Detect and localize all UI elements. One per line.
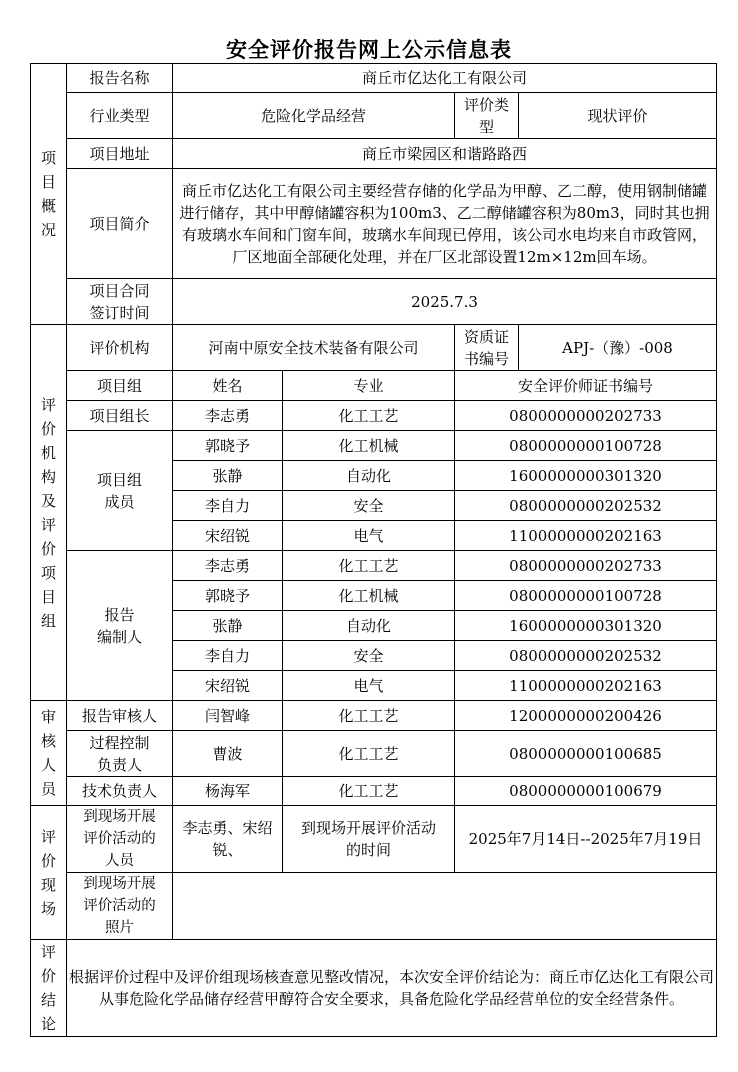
person-major: 自动化 [283,461,455,491]
conclusion-text: 根据评价过程中及评价组现场核查意见整改情况，本次安全评价结论为：商丘市亿达化工有限公司从事危险化学品储存经营甲醇符合安全要求，具备危险化学品经营单位的安全经营条件。 [67,940,717,1037]
address-row [31,139,717,169]
person-cert: 0800000000202733 [455,401,717,431]
header-name: 姓名 [173,371,283,401]
address-label: 项目地址 [67,139,173,169]
person-major: 化工工艺 [283,731,455,777]
agency-label: 评价机构 [67,325,173,371]
industry-value: 危险化学品经营 [173,93,455,139]
reviewer-row [31,701,717,731]
person-name: 宋绍锐 [173,671,283,701]
leader-row [31,401,717,431]
process-label: 过程控制 负责人 [67,731,173,777]
section-overview-label: 项目概况 [31,64,67,325]
person-major: 化工机械 [283,581,455,611]
site-time-label: 到现场开展评价活动 的时间 [283,806,455,873]
members-label: 项目组 成员 [67,431,173,551]
site-photos-row [31,873,717,940]
report-name-label: 报告名称 [67,64,173,93]
person-cert: 0800000000100728 [455,581,717,611]
person-major: 化工机械 [283,431,455,461]
person-name: 曹波 [173,731,283,777]
intro-row [31,169,717,279]
site-time-value: 2025年7月14日--2025年7月19日 [455,806,717,873]
person-name: 杨海军 [173,777,283,806]
header-major: 专业 [283,371,455,401]
reviewer-label: 报告审核人 [67,701,173,731]
header-group: 项目组 [67,371,173,401]
agency-row [31,325,717,371]
report-name-row [31,64,717,93]
person-name: 李自力 [173,491,283,521]
person-cert: 0800000000100728 [455,431,717,461]
person-major: 自动化 [283,611,455,641]
person-cert: 1100000000202163 [455,671,717,701]
site-photos-label: 到现场开展 评价活动的 照片 [67,873,173,940]
info-table [30,63,717,1037]
tech-label: 技术负责人 [67,777,173,806]
section-agency-label: 评价机构及评价项目组 [31,325,67,701]
person-name: 李志勇 [173,551,283,581]
person-major: 电气 [283,671,455,701]
person-name: 郭晓予 [173,431,283,461]
person-cert: 0800000000100679 [455,777,717,806]
address-value: 商丘市梁园区和谐路路西 [173,139,717,169]
person-cert: 1100000000202163 [455,521,717,551]
person-name: 宋绍锐 [173,521,283,551]
person-major: 化工工艺 [283,551,455,581]
person-cert: 0800000000202532 [455,491,717,521]
person-cert: 1600000000301320 [455,611,717,641]
section-site-label: 评价现场 [31,806,67,940]
report-name-value: 商丘市亿达化工有限公司 [173,64,717,93]
authors-label: 报告 编制人 [67,551,173,701]
section-review-label: 审核人员 [31,701,67,806]
site-photos-value [173,873,717,940]
table-row [31,431,717,461]
eval-type-value: 现状评价 [519,93,717,139]
contract-label: 项目合同 签订时间 [67,279,173,325]
site-persons-row [31,806,717,873]
person-major: 电气 [283,521,455,551]
agency-value: 河南中原安全技术装备有限公司 [173,325,455,371]
site-persons-value: 李志勇、宋绍 锐、 [173,806,283,873]
eval-type-label: 评价类型 [455,93,519,139]
contract-row [31,279,717,325]
team-header-row [31,371,717,401]
industry-row [31,93,717,139]
person-cert: 0800000000100685 [455,731,717,777]
header-cert: 安全评价师证书编号 [455,371,717,401]
person-name: 郭晓予 [173,581,283,611]
intro-label: 项目简介 [67,169,173,279]
person-major: 化工工艺 [283,701,455,731]
person-name: 闫智峰 [173,701,283,731]
person-name: 张静 [173,461,283,491]
leader-label: 项目组长 [67,401,173,431]
contract-date: 2025.7.3 [173,279,717,325]
section-conclusion-label: 评价结论 [31,940,67,1037]
tech-row [31,777,717,806]
person-name: 李自力 [173,641,283,671]
person-cert: 0800000000202532 [455,641,717,671]
intro-value: 商丘市亿达化工有限公司主要经营存储的化学品为甲醇、乙二醇，使用钢制储罐进行储存，其中甲醇储罐容积为100m3、乙二醇储罐容积为80m3，同时其也拥有玻璃水车间和门窗车间，玻璃水车间现已停用，该公司水电均来自市政管网，厂区地面全部硬化处理，并在厂区北部设置12m×12m回车场。 [173,169,717,279]
site-persons-label: 到现场开展 评价活动的 人员 [67,806,173,873]
person-major: 化工工艺 [283,777,455,806]
person-cert: 1200000000200426 [455,701,717,731]
industry-label: 行业类型 [67,93,173,139]
person-cert: 1600000000301320 [455,461,717,491]
page-title: 安全评价报告网上公示信息表 [226,38,512,62]
person-major: 安全 [283,641,455,671]
conclusion-row [31,940,717,1037]
person-name: 张静 [173,611,283,641]
cert-label: 资质证书编号 [455,325,519,371]
person-cert: 0800000000202733 [455,551,717,581]
person-name: 李志勇 [173,401,283,431]
person-major: 化工工艺 [283,401,455,431]
cert-value: APJ-（豫）-008 [519,325,717,371]
process-row [31,731,717,777]
table-row [31,551,717,581]
person-major: 安全 [283,491,455,521]
